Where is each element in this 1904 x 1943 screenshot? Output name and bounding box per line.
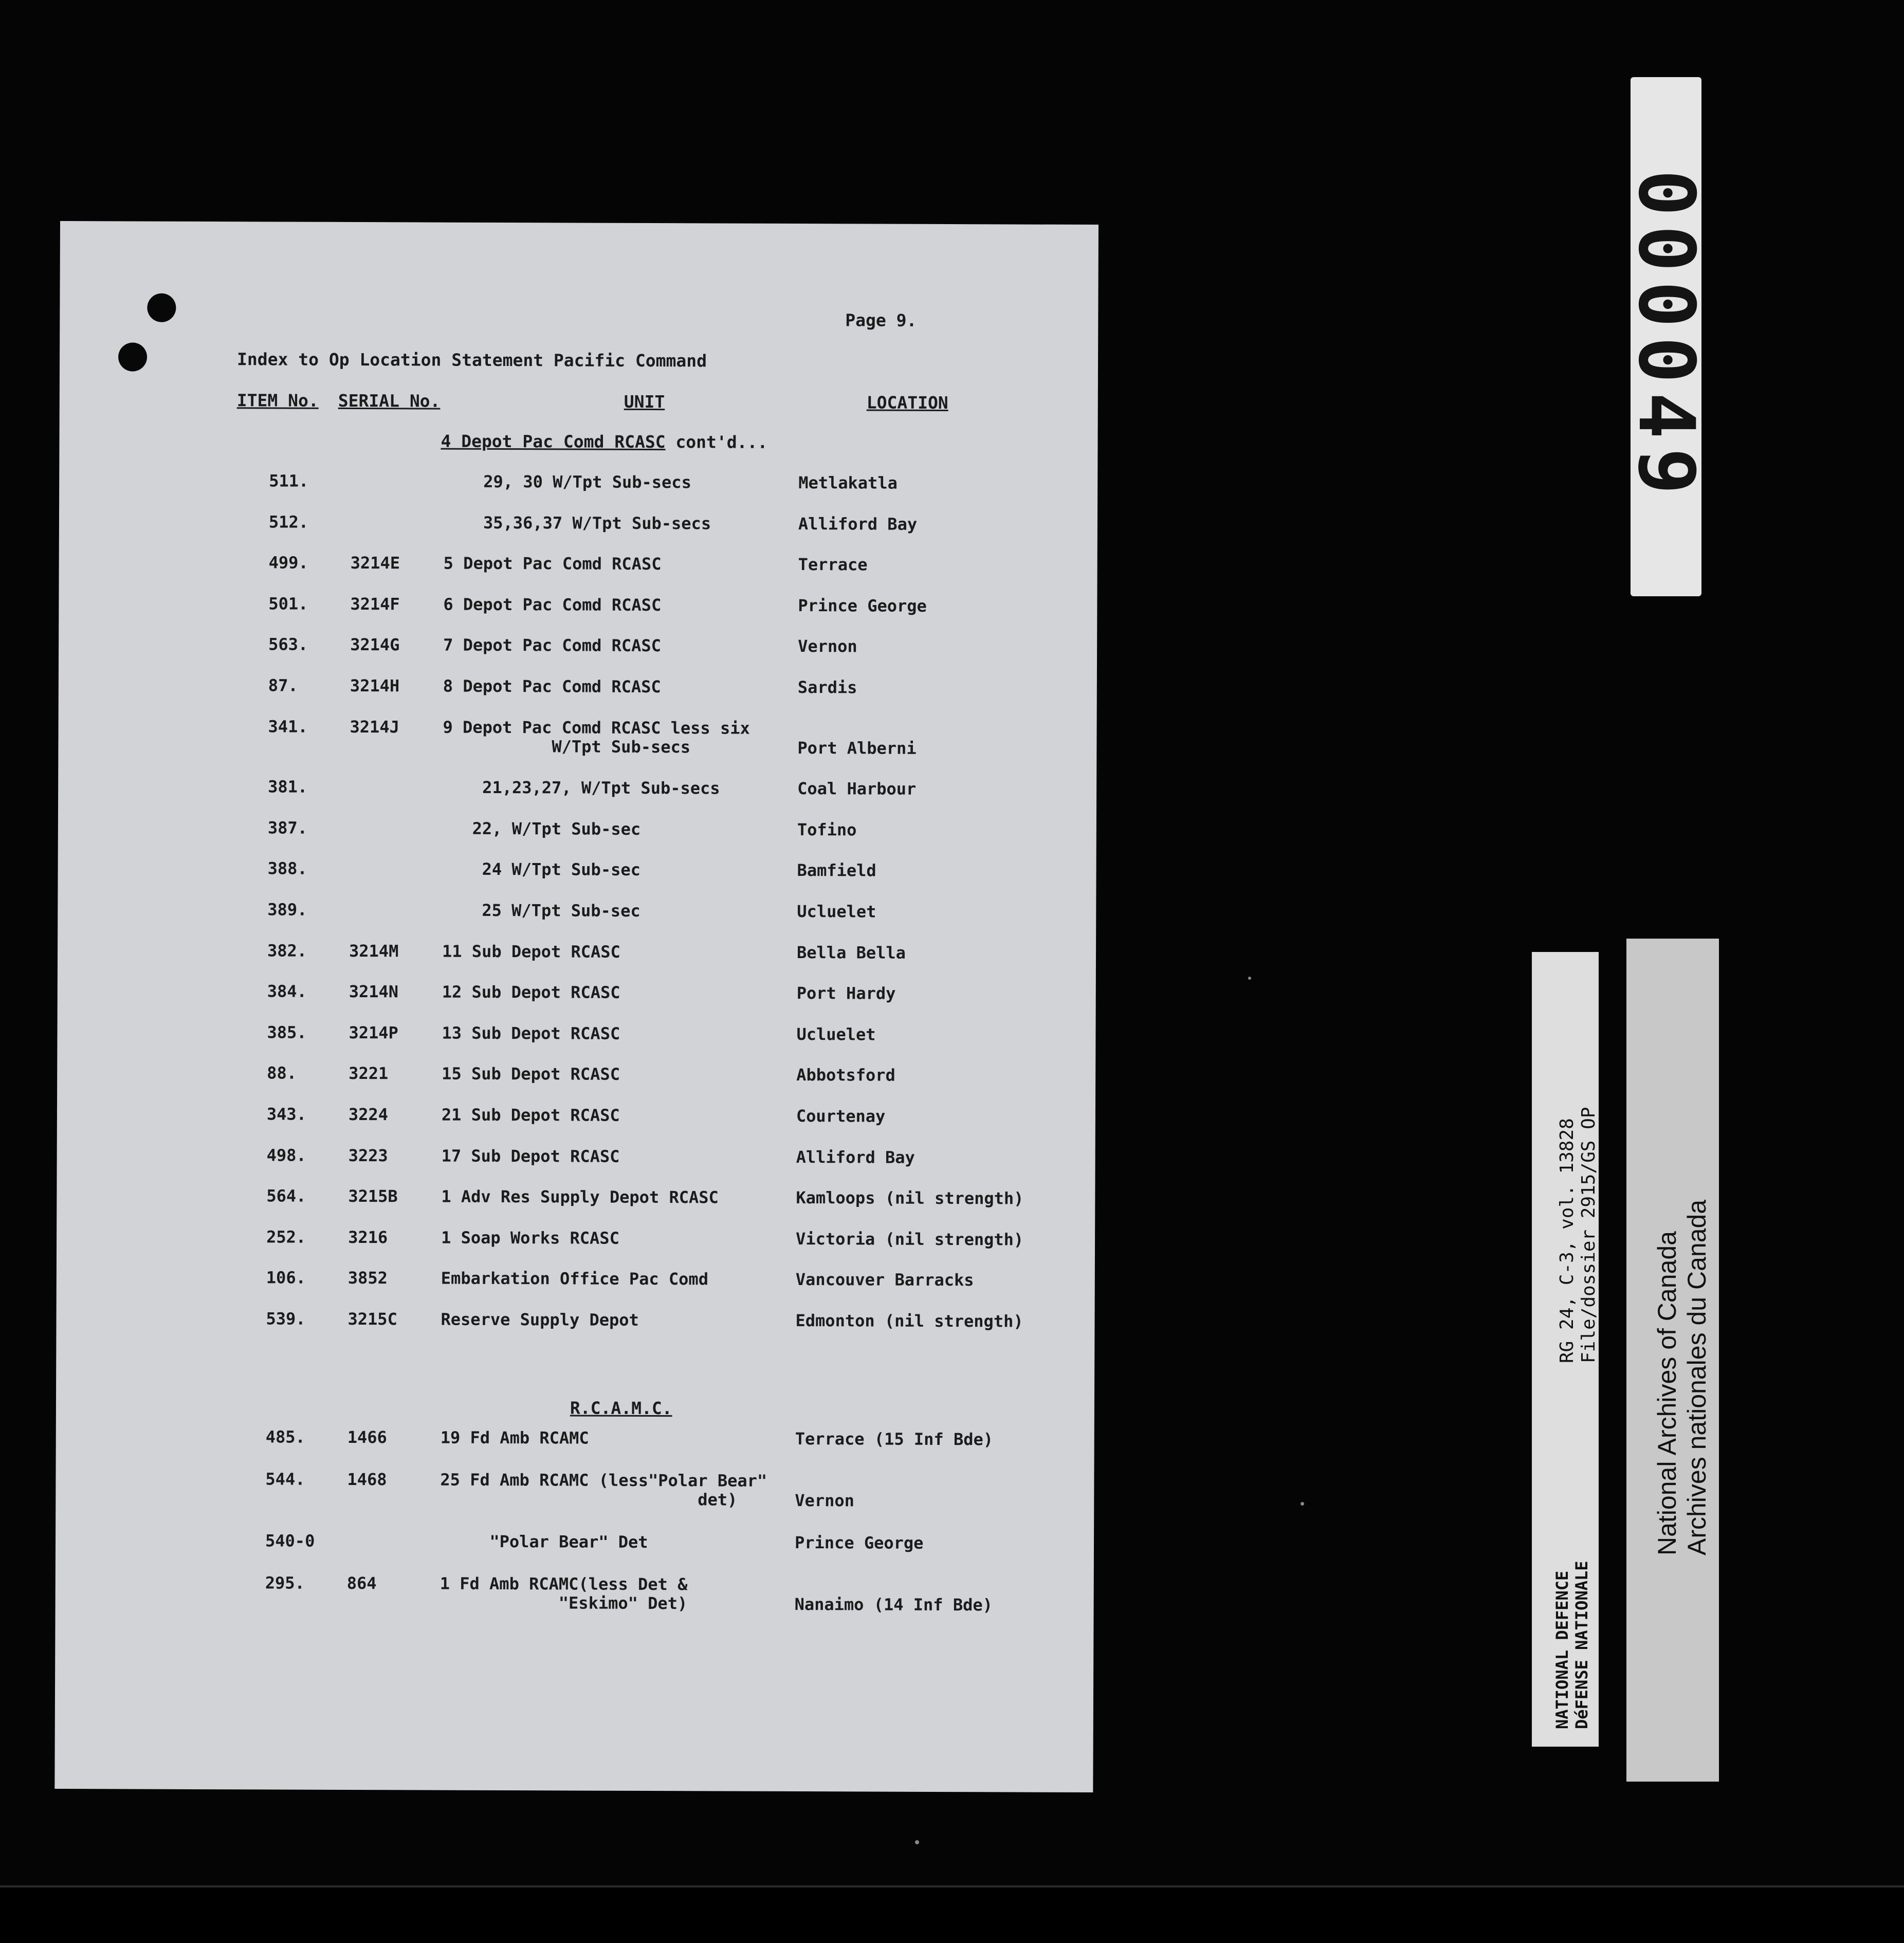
- item-number: 499.: [268, 553, 308, 573]
- department-french: DéFENSE NATIONALE: [1572, 1561, 1591, 1729]
- location-name: Vernon: [798, 636, 857, 656]
- item-number: 343.: [266, 1104, 307, 1124]
- item-number: 512.: [268, 512, 309, 532]
- serial-number: 3852: [347, 1268, 388, 1288]
- column-header-unit: UNIT: [624, 391, 665, 412]
- table-row: [57, 1104, 1095, 1147]
- unit-name: 29, 30 W/Tpt Sub-secs: [444, 471, 691, 492]
- department-english: NATIONAL DEFENCE: [1552, 1570, 1572, 1729]
- table-row: [58, 818, 1096, 860]
- table-row: [57, 1227, 1095, 1270]
- unit-name: 21 Sub Depot RCASC: [441, 1105, 620, 1125]
- table-row: [59, 553, 1097, 595]
- unit-name: 1 Adv Res Supply Depot RCASC: [441, 1186, 719, 1207]
- serial-number: 3214E: [350, 553, 400, 573]
- location-name: Alliford Bay: [796, 1147, 915, 1167]
- item-number: 389.: [267, 900, 307, 920]
- location-name: Prince George: [798, 595, 927, 616]
- serial-number: 3224: [348, 1104, 389, 1125]
- item-number: 385.: [267, 1022, 307, 1042]
- table-row: [56, 1573, 1094, 1616]
- reference-label: [1532, 952, 1599, 1747]
- item-number: 511.: [269, 471, 309, 491]
- table-row: [56, 1309, 1094, 1351]
- item-number: 544.: [265, 1469, 305, 1489]
- unit-name: 24 W/Tpt Sub-sec: [442, 859, 640, 880]
- table-row: [58, 717, 1096, 759]
- unit-name: 21,23,27, W/Tpt Sub-secs: [443, 777, 720, 798]
- unit-name: 11 Sub Depot RCASC: [442, 941, 620, 962]
- location-name: Ucluelet: [796, 1024, 876, 1044]
- section-heading-rcasc: [441, 431, 767, 452]
- item-number: 388.: [267, 858, 307, 879]
- location-name: Vancouver Barracks: [795, 1270, 974, 1290]
- location-name: Nanaimo (14 Inf Bde): [794, 1594, 993, 1615]
- table-row: [58, 981, 1096, 1024]
- page-number: Page 9.: [845, 310, 917, 331]
- item-number: 563.: [268, 634, 308, 655]
- location-name: Victoria (nil strength): [796, 1229, 1024, 1250]
- frame-number-strip: [1621, 77, 1711, 596]
- unit-name: Reserve Supply Depot: [441, 1309, 639, 1330]
- serial-number: 3214N: [349, 982, 399, 1002]
- section-heading-rcasc-text: 4 Depot Pac Comd RCASC: [441, 431, 666, 452]
- serial-number: 3214P: [349, 1022, 398, 1043]
- archives-label: [1626, 939, 1719, 1782]
- location-name: Prince George: [794, 1533, 924, 1553]
- unit-name: 7 Depot Pac Comd RCASC: [443, 635, 662, 656]
- section-heading-rcamc-text: R.C.A.M.C.: [570, 1398, 672, 1419]
- unit-name: 22, W/Tpt Sub-sec: [442, 818, 641, 839]
- serial-number: 3223: [348, 1145, 388, 1165]
- location-name: Bella Bella: [796, 942, 906, 963]
- item-number: 382.: [267, 941, 307, 961]
- reference-line-1: RG 24, C-3, vol. 13828: [1557, 1118, 1578, 1363]
- location-name: Sardis: [797, 677, 857, 698]
- dust-speck: [1248, 977, 1251, 980]
- table-row: [58, 777, 1096, 819]
- serial-number: 864: [346, 1573, 377, 1593]
- serial-number: 3215C: [347, 1309, 397, 1329]
- item-number: 381.: [268, 777, 308, 797]
- item-number: 87.: [268, 675, 298, 695]
- unit-name: Embarkation Office Pac Comd: [441, 1268, 709, 1289]
- film-edge: [0, 1885, 1904, 1943]
- unit-name: 15 Sub Depot RCASC: [442, 1064, 620, 1085]
- location-name: Edmonton (nil strength): [795, 1311, 1023, 1331]
- item-number: 387.: [267, 818, 308, 838]
- archives-name-english: National Archives of Canada: [1653, 1231, 1681, 1555]
- unit-name: 25 W/Tpt Sub-sec: [442, 900, 640, 921]
- item-number: 252.: [266, 1227, 306, 1247]
- location-name: Metlakatla: [798, 473, 898, 493]
- unit-name: 17 Sub Depot RCASC: [441, 1146, 620, 1166]
- frame-number: 000049: [1621, 170, 1711, 504]
- table-row: [57, 1145, 1095, 1188]
- document-title: Index to Op Location Statement Pacific Command: [236, 349, 707, 371]
- table-row: [57, 1186, 1095, 1229]
- unit-name: 19 Fd Amb RCAMC: [440, 1427, 589, 1448]
- serial-number: 3214J: [350, 717, 399, 737]
- table-row: [59, 675, 1097, 718]
- archives-name-french: Archives nationales du Canada: [1682, 1199, 1711, 1555]
- column-header-item: ITEM No.: [236, 390, 319, 411]
- reference-line-2: File/dossier 2915/GS OP: [1578, 1107, 1599, 1363]
- item-number: 384.: [267, 981, 307, 1001]
- dust-speck: [915, 1840, 919, 1844]
- punch-hole-top: [147, 294, 176, 322]
- table-row: [58, 900, 1096, 942]
- unit-name: 5 Depot Pac Comd RCASC: [443, 553, 662, 574]
- serial-number: 1466: [347, 1427, 387, 1447]
- serial-number: 3214M: [349, 941, 399, 961]
- item-number: 539.: [266, 1309, 306, 1329]
- unit-name: 12 Sub Depot RCASC: [442, 982, 620, 1002]
- table-row: [57, 1063, 1095, 1106]
- item-number: 540-0: [265, 1531, 315, 1551]
- table-row: [58, 941, 1096, 983]
- section-heading-rcamc: [570, 1398, 672, 1418]
- unit-name: 9 Depot Pac Comd RCASC less six W/Tpt Sub-secs: [443, 717, 750, 757]
- location-name: Tofino: [797, 819, 857, 840]
- item-number: 501.: [268, 594, 308, 614]
- serial-number: 3216: [348, 1227, 388, 1248]
- serial-number: 3214F: [350, 594, 400, 614]
- location-name: Port Hardy: [796, 983, 896, 1003]
- unit-name: 1 Fd Amb RCAMC(less Det & "Eskimo" Det): [440, 1573, 688, 1614]
- location-name: Terrace (15 Inf Bde): [795, 1429, 994, 1450]
- item-number: 485.: [265, 1427, 305, 1447]
- table-row: [59, 512, 1097, 555]
- table-row: [57, 1268, 1095, 1310]
- unit-name: 25 Fd Amb RCAMC (less"Polar Bear" det): [440, 1470, 767, 1510]
- table-row: [59, 471, 1097, 514]
- unit-name: 13 Sub Depot RCASC: [442, 1023, 620, 1043]
- location-name: Vernon: [795, 1491, 854, 1511]
- location-name: Ucluelet: [797, 902, 876, 922]
- document-page: [54, 221, 1099, 1792]
- punch-hole-bottom: [118, 342, 147, 371]
- unit-name: 6 Depot Pac Comd RCASC: [443, 594, 662, 615]
- section-heading-continued: cont'd...: [665, 432, 768, 452]
- location-name: Port Alberni: [797, 738, 917, 758]
- unit-name: 8 Depot Pac Comd RCASC: [443, 676, 661, 697]
- serial-number: 1468: [347, 1469, 387, 1490]
- item-number: 498.: [266, 1145, 306, 1165]
- location-name: Alliford Bay: [798, 514, 918, 534]
- column-header-location: LOCATION: [866, 392, 948, 413]
- location-name: Courtenay: [796, 1106, 886, 1126]
- unit-name: 35,36,37 W/Tpt Sub-secs: [443, 512, 711, 534]
- item-number: 106.: [266, 1268, 306, 1288]
- table-row: [59, 594, 1097, 636]
- item-number: 564.: [266, 1186, 306, 1206]
- column-header-serial: SERIAL No.: [338, 390, 441, 411]
- serial-number: 3214H: [350, 675, 400, 696]
- serial-number: 3221: [349, 1064, 389, 1084]
- item-number: 341.: [268, 717, 308, 737]
- table-row: [56, 1531, 1094, 1573]
- location-name: Coal Harbour: [797, 779, 917, 799]
- table-row: [57, 1022, 1095, 1065]
- table-row: [59, 634, 1097, 677]
- item-number: 88.: [267, 1063, 297, 1084]
- unit-name: 1 Soap Works RCASC: [441, 1227, 619, 1248]
- serial-number: 3215B: [348, 1186, 398, 1206]
- location-name: Terrace: [798, 555, 868, 575]
- item-number: 295.: [265, 1573, 305, 1593]
- location-name: Bamfield: [797, 860, 876, 881]
- table-row: [58, 858, 1096, 901]
- location-name: Kamloops (nil strength): [796, 1188, 1024, 1208]
- table-row: [56, 1469, 1094, 1512]
- dust-speck: [1301, 1502, 1304, 1506]
- table-row: [56, 1427, 1094, 1470]
- location-name: Abbotsford: [796, 1065, 895, 1086]
- unit-name: "Polar Bear" Det: [440, 1531, 648, 1552]
- serial-number: 3214G: [350, 635, 400, 655]
